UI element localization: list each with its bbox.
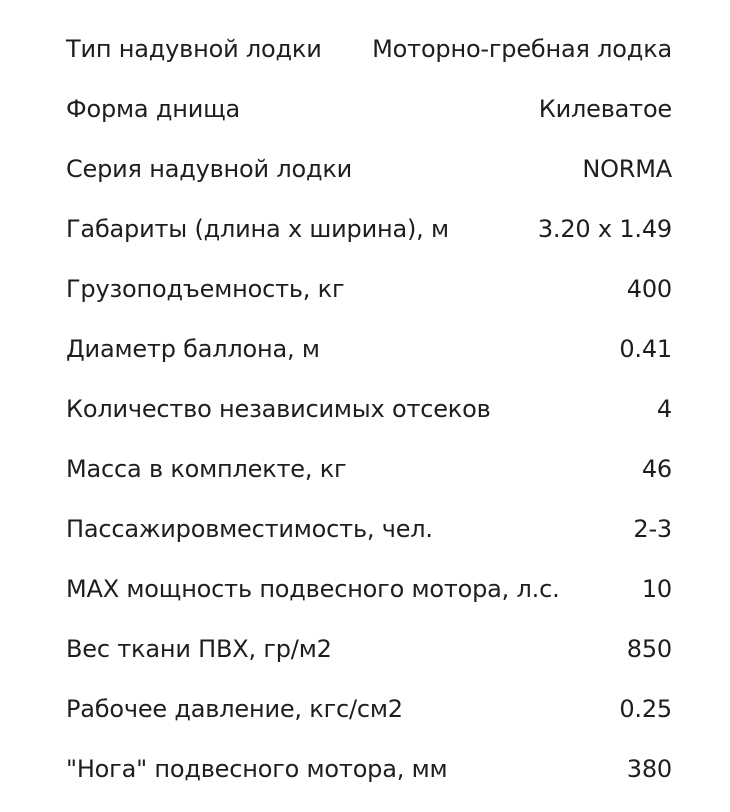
spec-value: 850 — [626, 635, 672, 663]
spec-row-hull-shape — [66, 79, 672, 139]
spec-value: Моторно-гребная лодка — [372, 35, 672, 63]
spec-row-motor-leg — [66, 739, 672, 799]
spec-value: 4 — [656, 395, 672, 423]
spec-row-fabric-weight — [66, 619, 672, 679]
spec-label: Рабочее давление, кгс/см2 — [66, 695, 403, 723]
spec-row-weight — [66, 439, 672, 499]
spec-value: 2-3 — [633, 515, 672, 543]
spec-row-max-motor-power — [66, 559, 672, 619]
spec-value: 46 — [641, 455, 672, 483]
spec-row-working-pressure — [66, 679, 672, 739]
spec-label: Габариты (длина х ширина), м — [66, 215, 449, 243]
spec-value: NORMA — [582, 155, 672, 183]
spec-label: Диаметр баллона, м — [66, 335, 320, 363]
spec-row-boat-type — [66, 19, 672, 79]
spec-label: Масса в комплекте, кг — [66, 455, 347, 483]
spec-value: 0.41 — [619, 335, 672, 363]
spec-value: 380 — [626, 755, 672, 783]
spec-row-load-capacity — [66, 259, 672, 319]
spec-value: 0.25 — [619, 695, 672, 723]
spec-label: Пассажировместимость, чел. — [66, 515, 433, 543]
spec-label: Форма днища — [66, 95, 241, 123]
spec-row-tube-diameter — [66, 319, 672, 379]
spec-label: Серия надувной лодки — [66, 155, 353, 183]
spec-label: Вес ткани ПВХ, гр/м2 — [66, 635, 332, 663]
spec-label: Количество независимых отсеков — [66, 395, 491, 423]
spec-label: Грузоподъемность, кг — [66, 275, 345, 303]
spec-value: 400 — [626, 275, 672, 303]
spec-row-compartments — [66, 379, 672, 439]
spec-table — [66, 19, 672, 799]
spec-label: Тип надувной лодки — [66, 35, 322, 63]
spec-row-series — [66, 139, 672, 199]
spec-value: 10 — [641, 575, 672, 603]
spec-label: MAX мощность подвесного мотора, л.с. — [66, 575, 560, 603]
spec-row-dimensions — [66, 199, 672, 259]
spec-value: Килеватое — [538, 95, 672, 123]
spec-row-passengers — [66, 499, 672, 559]
spec-label: "Нога" подвесного мотора, мм — [66, 755, 448, 783]
spec-value: 3.20 х 1.49 — [537, 215, 672, 243]
